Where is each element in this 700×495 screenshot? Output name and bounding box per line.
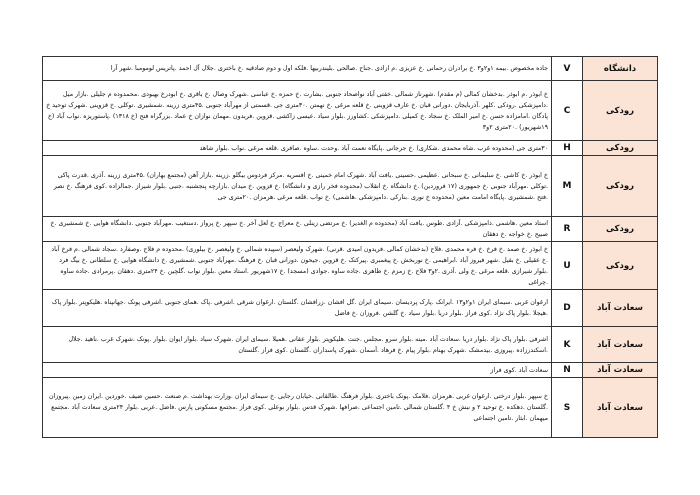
- region-cell: رودکی: [583, 156, 658, 217]
- region-cell: سعادت آباد: [583, 378, 658, 438]
- table-row: [43, 363, 658, 378]
- region-cell: رودکی: [583, 81, 658, 141]
- code-cell: N: [552, 363, 583, 378]
- streets-cell: خ ابوذر .خ صمد .خ فرخ .خ فره محمدی .فلاح (بدخشان کمالی .فریدون امیدی .قرنی) .شهرک ولیعصر (سپیده شمالی .خ ولیعصر .خ بیلوری) .محدوده م فلاح .وصفارد .سجاد شمالی .م فرخ آباد .خ عقیلی .خ بقیل .شهر فیروز آباد .ابراهیمی .خ نوربخش .خ پیغمبری .پیرکنک .خ قزوین .جیحون .دورانی قبان .خ فرهنگ .مهرآباد جنوبی .شمشیری .خ دانشگاه هوایی .خ سلطانی .خ بیگ فرد .بلوار شیرازی .قلعه مرغی .خ ولی .آذری .۲و۳ فلاح .خ زمزم .خ طاهری .جاده ساوه .جوادی (مسجد) .خ ۱۷شهریور .استاد معین .بلوار نواب .گلچین .خ ۲۴متری .دهقان .پرمرادی .جاده ساوه .چراغی: [43, 242, 552, 290]
- code-cell: S: [552, 378, 583, 438]
- region-cell: دانشگاه: [583, 57, 658, 81]
- table-row: [43, 141, 658, 156]
- streets-cell: ۳۰متری جی (محدوده غرب .شاه محمدی .شکاری) .خ جرجانی .پایگاه نعمت آباد .وحدت .ساوه .صافری .قلعه مرغی .نواب .بلوار شاهد: [43, 141, 552, 156]
- streets-cell: خ ابوذر .م ابوذر .بدخشان کمالی (م مقدم) .شهرناز شمالی .خفتی آباد نواصحاد جنوبی .بشارت .خ حمزه .خ عباسی .شهرک وصال .خ باقری .خ ابودرخ بهبودی .محمدوده م جلیلی .بازار میل .دامپزشکی .رودکی .کلهر .آذربایجان .دورانی قبان .خ عارف قزوینی .خ قلعه مرغی .خ نهمتن .۳۰متری جی .قسمتی از مهرآباد جنوبی .۴۵متری زرینه .شمشیری .توکلی .خ قزوینی .شهرک توحید خ پادگان .امامزاده حسن .خ امیر الملک .خ سجاد .خ کمیلی .دامپزشکی .کشاورز .بلوار سیاد .عیسی زاکشی .قزوین .فریدون .مهمان نوازان خ عماد .بزرگراه فتح (خ ۱۳۱۸) .پاستوریزه .نواب آباد (خ ۱۹شهریور) .۲۰متری ۲و۳: [43, 81, 552, 141]
- code-cell: V: [552, 57, 583, 81]
- code-cell: C: [552, 81, 583, 141]
- streets-cell: ارغوان غربی .سیمای ایران ۱و۲و۱۳ .ایرانک .پارک پردیسان .سیمای ایران .گل افشان .زرافشان .گلستان .ارغوان شرقی .اشرفی .پاک .همای جنوبی .اشرفی پونک .جهانپناه .هلیکوپتر .بلوار پاک .هیجلا .بلوار پاک نژاد .کوی فراز .بلوار دریا .بلوار سیاد .خ گلشن .فروزان .خ فاضل: [43, 290, 552, 327]
- code-cell: D: [552, 290, 583, 327]
- streets-cell: خ ابوذر .خ کاشی .خ سلیمانی .خ سبحانی .عظیمی .حسینی .یافت آباد .شهرک امام خمینی .خ افسریه .مرکز فردوس بیگلو .زرینه .بازار آهن (مجتمع بهاران) .۴۵متری زرینه .آذری .قدرت پاکی .توکلی .مهرآباد جنوبی .خ جمهوری (۱۷ فروردین) .خ دانشگاه .خ انقلاب (محدوده فخر رازی و دانشگاه) .خ قزوین .خ میدان .بازارچه پنجشنبه .جنبی .بلوار شیراز .جمالزاده .کوی فرهنگ .خ نصر .فتح .شمشیری .پایگاه امامت معین (محدوده خ نوری .بنارکی .دامپزشکی .هاشمی) .خ نواب .قلعه مرغی .هرمزان .۲۰متری جی: [43, 156, 552, 217]
- region-cell: رودکی: [583, 217, 658, 242]
- region-cell: سعادت آباد: [583, 290, 658, 327]
- code-cell: U: [552, 242, 583, 290]
- streets-table: [42, 56, 658, 438]
- table-row: [43, 217, 658, 242]
- table-row: [43, 57, 658, 81]
- table-row: [43, 242, 658, 290]
- table-row: [43, 156, 658, 217]
- region-cell: رودکی: [583, 242, 658, 290]
- streets-cell: استاد معین .هاشمی .دامپزشکی .آزادی .طوس .یافت آباد (محدوده م الغدیر) .خ مرتضی زینلی .خ معراج .خ لعل آخر .خ سپهر .خ پرواز .دستغیب .مهرآباد جنوبی .دانشگاه هوایی .خ شمشیری .خ صبیح .خ خواجه .خ دهقان: [43, 217, 552, 242]
- streets-cell: جاده مخصوص .بیمه ۱و۲و۳ .خ برادران رحمانی .خ عزیزی .م ازادی .جناح .صالحی .بلیندربیها .فلکه اول و دوم صادقیه .خ باختری .جلال آل احمد .پاتریس لومومبا .شهر آرا: [43, 57, 552, 81]
- table-row: [43, 378, 658, 438]
- streets-cell: سعادت آباد .کوی فراز: [43, 363, 552, 378]
- region-cell: سعادت آباد: [583, 327, 658, 363]
- code-cell: R: [552, 217, 583, 242]
- streets-cell: اشرفی .بلوار پاک نژاد .بلوار دریا .سعادت آباد .مینه .بلوار سرو .مجلس .جنت .هلیکوپتر .بلوار عقانی .همیلا .سیمای ایران .شهرک سیاد .بلوار ایوان .بلوار .پونک .شهرک غرب .ناهید .جلال .اسکندرزاده .پیروزی .بیدمشک .شهرک بهنام .بلوار پیام .خ فرهاد .آسمان .شهرک پاسداران .گلستان .کوی فراز .گلستان: [43, 327, 552, 363]
- code-cell: H: [552, 141, 583, 156]
- streets-cell: خ سپهر .بلوار درختی .ارغوان غربی .هرمزان .فلامک .پونک باختری .بلوار فرهنگ .طالقانی .خیابان رجایی .خ سیمای ایران .وزارت بهداشت .م صنعت .حسین ضیف .خوردین .ایران زمین .پیروزان .گلستان .دهکده .خ توحید ۲ و نبش خ ۴ .گلستان شمالی .تامین اجتماعی .صرافها .شهرک قدس .بلوار بوعلی .کوی فراز .مجتمع مسکونی پارس .فاضل .عربی .بلوار ۲۴متری سعادت آباد .مجتمع میهمان .ابثار .تامین اجتماعی: [43, 378, 552, 438]
- code-cell: K: [552, 327, 583, 363]
- table-row: [43, 327, 658, 363]
- code-cell: M: [552, 156, 583, 217]
- region-cell: رودکی: [583, 141, 658, 156]
- table-row: [43, 290, 658, 327]
- table-row: [43, 81, 658, 141]
- region-cell: سعادت آباد: [583, 363, 658, 378]
